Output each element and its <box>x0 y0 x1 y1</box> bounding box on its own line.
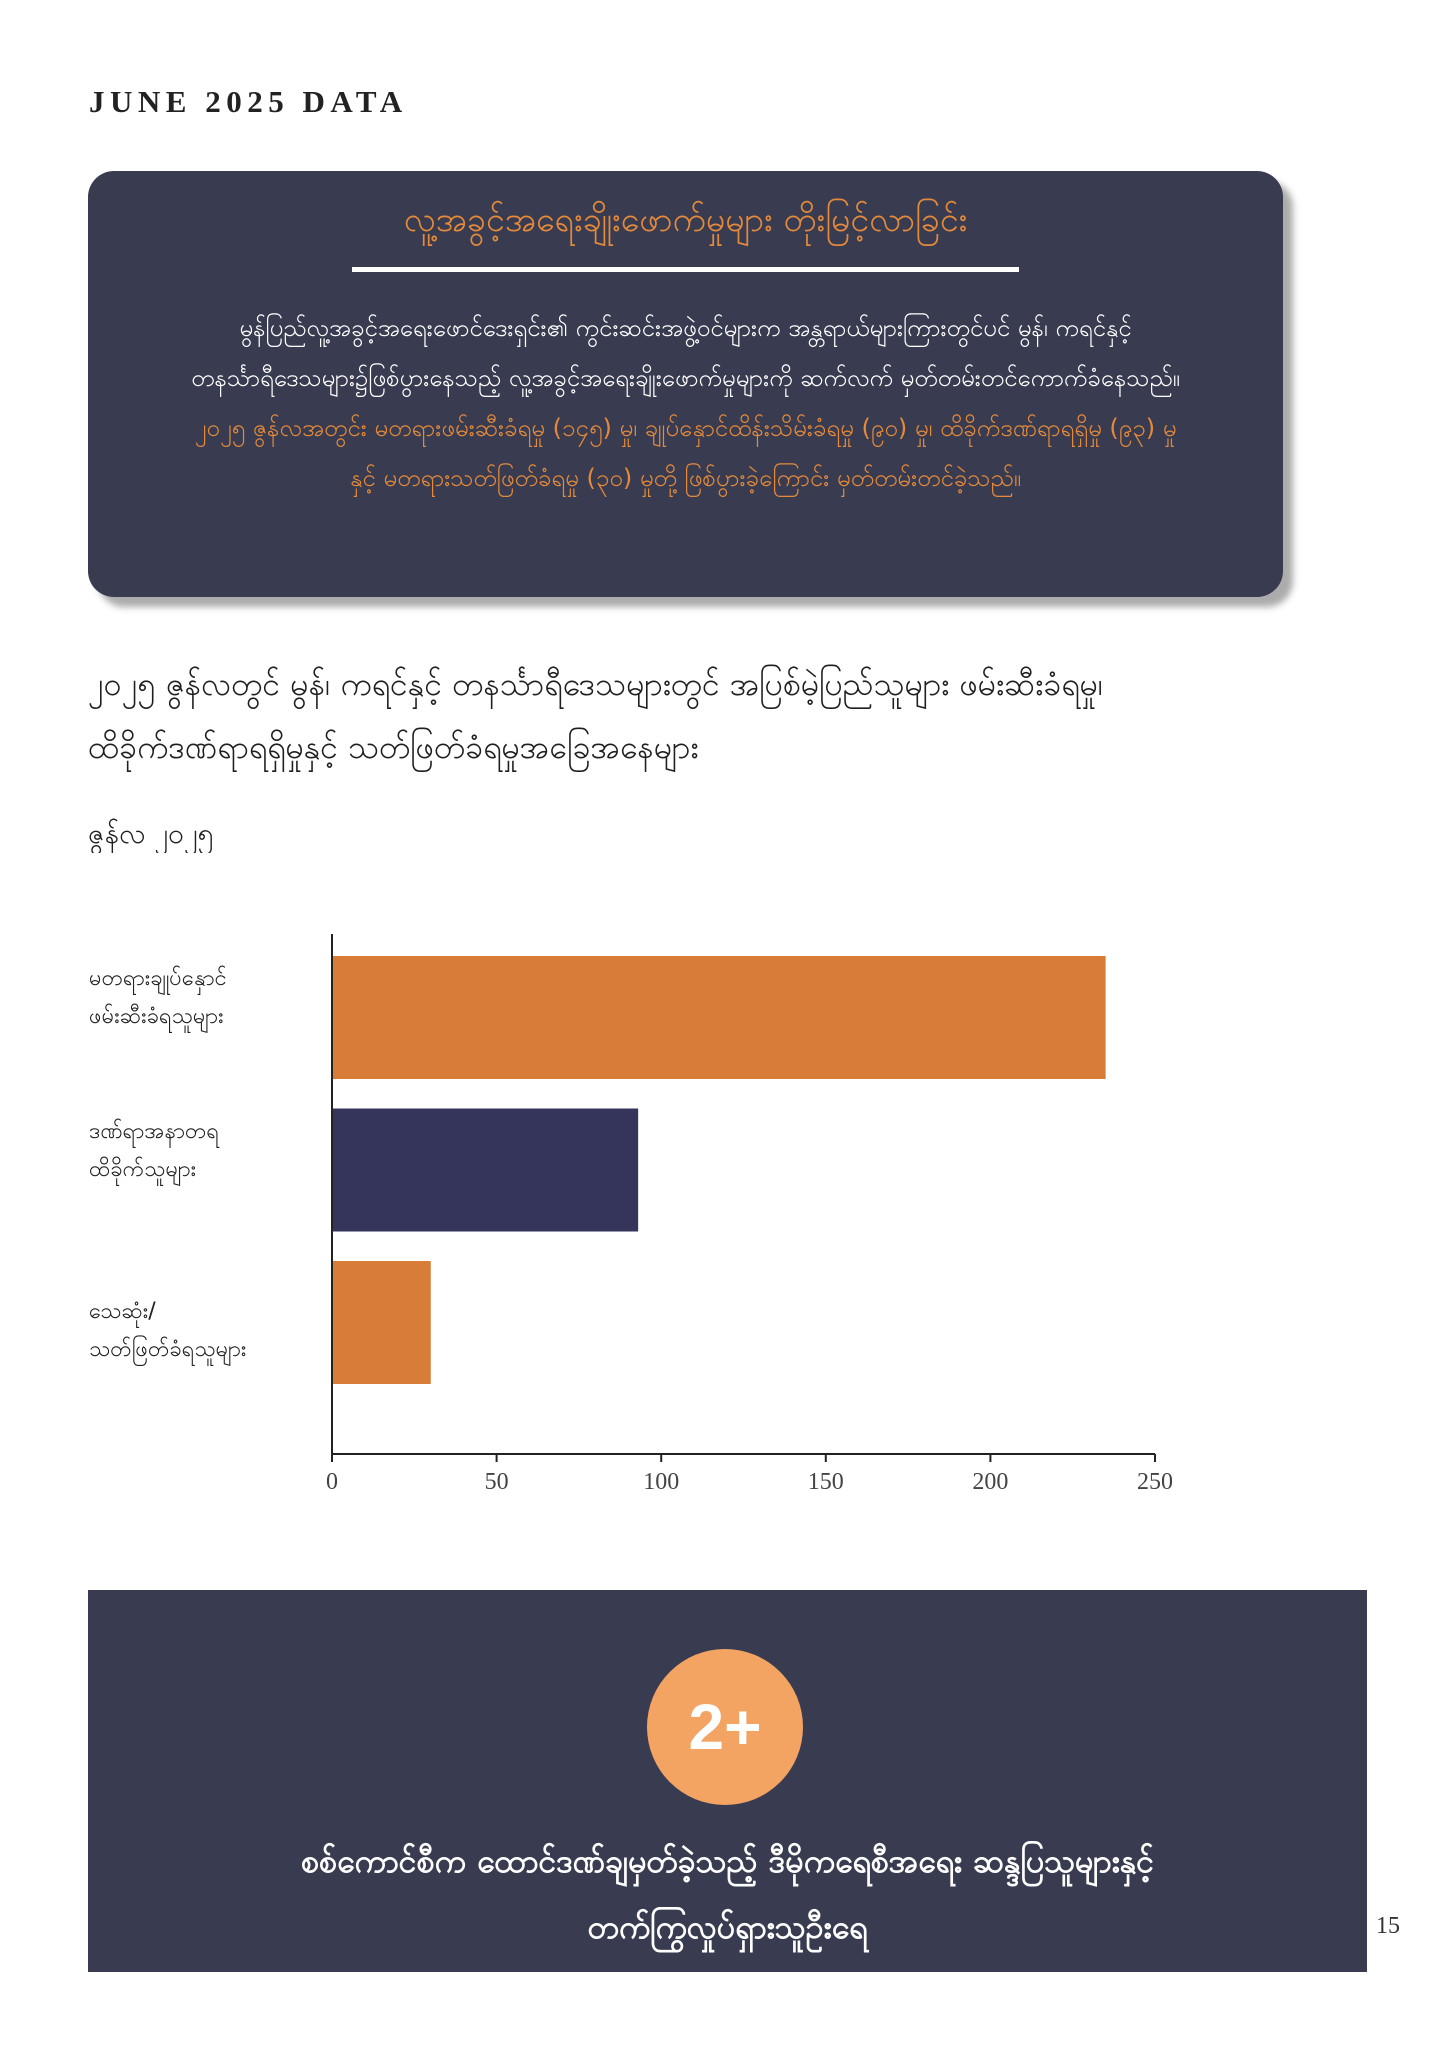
summary-card <box>88 171 1283 597</box>
section-heading <box>88 653 1358 779</box>
bar-chart <box>0 900 1448 1520</box>
highlight-line: နှင့် မတရားသတ်ဖြတ်ခံရမှု (၃၀) မှုတို့ ဖြစ်ပွားခဲ့ကြောင်း မှတ်တမ်းတင်ခဲ့သည်။ <box>350 464 1021 492</box>
x-tick-label: 150 <box>807 1469 844 1495</box>
stat-badge: 2+ <box>647 1649 803 1805</box>
x-tick-label: 200 <box>972 1469 1009 1495</box>
intro-line: မွန်ပြည်လူ့အခွင့်အရေးဖောင်ဒေးရှင်း၏ ကွင်းဆင်းအဖွဲ့ဝင်များက အန္တရာယ်များကြားတွင်ပင် မွန်၊ ကရင်နှင့် <box>239 314 1132 342</box>
section-heading-line: ၂၀၂၅ ဇွန်လတွင် မွန်၊ ကရင်နှင့် တနင်္သာရီဒေသများတွင် အပြစ်မဲ့ပြည်သူများ ဖမ်းဆီးခံရမှု၊ <box>88 665 1103 703</box>
category-label: ဒဏ်ရာအနာတရ ထိခိုက်သူများ <box>89 1118 220 1182</box>
report-header: JUNE 2025 DATA <box>89 84 408 119</box>
stat-caption-line: တက်ကြွလှုပ်ရှားသူဦးရေ <box>587 1908 868 1946</box>
category-label: သေဆုံး/ သတ်ဖြတ်ခံရသူများ <box>89 1299 247 1362</box>
x-tick-label: 100 <box>643 1469 680 1495</box>
title-underline <box>352 267 1019 272</box>
section-heading-line: ထိခိုက်ဒဏ်ရာရရှိမှုနှင့် သတ်ဖြတ်ခံရမှုအခြေအနေများ <box>88 728 699 766</box>
chart-period-label: ဇွန်လ ၂၀၂၅ <box>88 817 214 850</box>
highlight-line: ၂၀၂၅ ဇွန်လအတွင်း မတရားဖမ်းဆီးခံရမှု (၁၄၅) မှု၊ ချုပ်နှောင်ထိန်းသိမ်းခံရမှု (၉၀) မှု၊ ထိခိုက်ဒဏ်ရာရရှိမှု (၉၃) မှု <box>194 414 1177 442</box>
stat-caption <box>108 1828 1347 1960</box>
page-number: 15 <box>1376 1913 1400 1939</box>
card-title: လူ့အခွင့်အရေးချိုးဖောက်မှုများ တိုးမြင့်လာခြင်း <box>403 200 968 240</box>
intro-line: တနင်္သာရီဒေသများ၌ဖြစ်ပွားနေသည့် လူ့အခွင့်အရေးချိုးဖောက်မှုများကို ဆက်လက် မှတ်တမ်းတင်ကောက်ခံနေသည်။ <box>191 364 1180 392</box>
category-label: မတရားချုပ်နှောင် ဖမ်းဆီးခံရသူများ <box>89 966 227 1029</box>
stat-panel <box>88 1590 1367 1972</box>
stat-caption-line: စစ်ကောင်စီက ထောင်ဒဏ်ချမှတ်ခဲ့သည့် ဒီမိုကရေစီအရေး ဆန္ဒပြသူများနှင့် <box>300 1842 1155 1880</box>
x-tick-label: 0 <box>326 1469 338 1495</box>
card-body <box>112 303 1259 503</box>
category-labels <box>0 900 1448 1520</box>
x-tick-label: 50 <box>484 1469 509 1495</box>
x-tick-label: 250 <box>1137 1469 1173 1495</box>
